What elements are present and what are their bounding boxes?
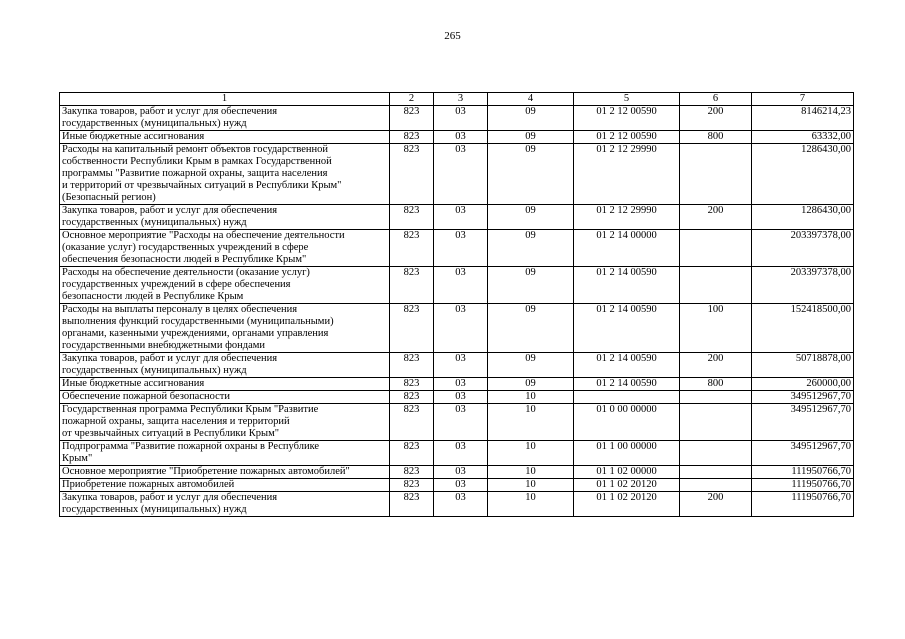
table-row — [60, 492, 854, 517]
row-amount: 203397378,00 — [752, 230, 854, 267]
table-row — [60, 230, 854, 267]
table-row — [60, 267, 854, 304]
row-amount: 1286430,00 — [752, 144, 854, 205]
table-body — [60, 106, 854, 517]
row-ministry-code: 823 — [390, 479, 434, 492]
row-name: Основное мероприятие "Расходы на обеспечение деятельности (оказание услуг) государственных учреждений в сфере обеспечения безопасности людей в Республике Крым" — [60, 230, 390, 267]
row-expense-type: 200 — [680, 353, 752, 378]
row-section: 03 — [434, 479, 488, 492]
row-expense-type — [680, 391, 752, 404]
row-section: 03 — [434, 106, 488, 131]
row-amount: 260000,00 — [752, 378, 854, 391]
row-subsection: 10 — [488, 391, 574, 404]
table-row — [60, 466, 854, 479]
row-ministry-code: 823 — [390, 466, 434, 479]
row-ministry-code: 823 — [390, 404, 434, 441]
column-header-5: 5 — [574, 93, 680, 106]
row-name: Государственная программа Республики Крым "Развитие пожарной охраны, защита населения и территорий от чрезвычайных ситуаций в Республики Крым" — [60, 404, 390, 441]
row-section: 03 — [434, 131, 488, 144]
row-section: 03 — [434, 404, 488, 441]
row-amount: 111950766,70 — [752, 492, 854, 517]
row-section: 03 — [434, 353, 488, 378]
row-name: Закупка товаров, работ и услуг для обеспечения государственных (муниципальных) нужд — [60, 106, 390, 131]
row-section: 03 — [434, 230, 488, 267]
row-target-article: 01 1 02 20120 — [574, 492, 680, 517]
column-header-2: 2 — [390, 93, 434, 106]
row-amount: 63332,00 — [752, 131, 854, 144]
row-section: 03 — [434, 391, 488, 404]
row-target-article: 01 2 14 00000 — [574, 230, 680, 267]
row-subsection: 09 — [488, 353, 574, 378]
row-target-article: 01 2 12 00590 — [574, 106, 680, 131]
row-target-article: 01 1 02 20120 — [574, 479, 680, 492]
row-subsection: 10 — [488, 441, 574, 466]
row-ministry-code: 823 — [390, 391, 434, 404]
row-name: Закупка товаров, работ и услуг для обеспечения государственных (муниципальных) нужд — [60, 353, 390, 378]
row-name: Закупка товаров, работ и услуг для обеспечения государственных (муниципальных) нужд — [60, 492, 390, 517]
row-target-article: 01 2 14 00590 — [574, 378, 680, 391]
row-subsection: 09 — [488, 378, 574, 391]
row-amount: 8146214,23 — [752, 106, 854, 131]
table-row — [60, 391, 854, 404]
table-row — [60, 353, 854, 378]
table-row — [60, 378, 854, 391]
row-name: Иные бюджетные ассигнования — [60, 131, 390, 144]
row-section: 03 — [434, 267, 488, 304]
row-amount: 349512967,70 — [752, 391, 854, 404]
row-ministry-code: 823 — [390, 131, 434, 144]
row-amount: 50718878,00 — [752, 353, 854, 378]
row-ministry-code: 823 — [390, 205, 434, 230]
row-subsection: 09 — [488, 106, 574, 131]
row-ministry-code: 823 — [390, 106, 434, 131]
table-row — [60, 205, 854, 230]
row-name: Закупка товаров, работ и услуг для обеспечения государственных (муниципальных) нужд — [60, 205, 390, 230]
row-expense-type — [680, 441, 752, 466]
row-amount: 349512967,70 — [752, 441, 854, 466]
row-target-article: 01 1 02 00000 — [574, 466, 680, 479]
row-expense-type — [680, 404, 752, 441]
row-name: Приобретение пожарных автомобилей — [60, 479, 390, 492]
row-section: 03 — [434, 378, 488, 391]
row-amount: 111950766,70 — [752, 479, 854, 492]
row-subsection: 10 — [488, 404, 574, 441]
row-section: 03 — [434, 304, 488, 353]
table-row — [60, 479, 854, 492]
row-subsection: 09 — [488, 267, 574, 304]
row-subsection: 10 — [488, 492, 574, 517]
row-target-article: 01 1 00 00000 — [574, 441, 680, 466]
row-target-article: 01 2 14 00590 — [574, 267, 680, 304]
row-subsection: 09 — [488, 131, 574, 144]
row-name: Расходы на обеспечение деятельности (оказание услуг) государственных учреждений в сфере обеспечения безопасности людей в Республике Крым — [60, 267, 390, 304]
row-amount: 152418500,00 — [752, 304, 854, 353]
row-target-article: 01 2 12 29990 — [574, 205, 680, 230]
row-amount: 203397378,00 — [752, 267, 854, 304]
row-target-article: 01 2 12 00590 — [574, 131, 680, 144]
row-expense-type — [680, 479, 752, 492]
row-expense-type: 200 — [680, 106, 752, 131]
row-subsection: 09 — [488, 304, 574, 353]
row-name: Расходы на выплаты персоналу в целях обеспечения выполнения функций государственными (муниципальными) органами, казенными учреждениями, органами управления государственными внебюджетными фондами — [60, 304, 390, 353]
row-subsection: 09 — [488, 230, 574, 267]
row-target-article — [574, 391, 680, 404]
row-amount: 1286430,00 — [752, 205, 854, 230]
row-name: Обеспечение пожарной безопасности — [60, 391, 390, 404]
page-number: 265 — [444, 30, 461, 42]
table-row — [60, 106, 854, 131]
row-name: Расходы на капитальный ремонт объектов государственной собственности Республики Крым в рамках Государственной программы "Развитие пожарной охраны, защита населения и территорий от чрезвычайных ситуаций в Республики Крым" (Безопасный регион) — [60, 144, 390, 205]
column-header-4: 4 — [488, 93, 574, 106]
column-header-6: 6 — [680, 93, 752, 106]
header-row — [60, 93, 854, 106]
row-target-article: 01 2 14 00590 — [574, 304, 680, 353]
budget-table — [59, 92, 854, 517]
row-name: Подпрограмма "Развитие пожарной охраны в Республике Крым" — [60, 441, 390, 466]
row-expense-type: 200 — [680, 492, 752, 517]
row-expense-type: 100 — [680, 304, 752, 353]
row-target-article: 01 2 12 29990 — [574, 144, 680, 205]
table-row — [60, 144, 854, 205]
row-expense-type — [680, 230, 752, 267]
row-expense-type — [680, 267, 752, 304]
column-header-3: 3 — [434, 93, 488, 106]
row-expense-type: 200 — [680, 205, 752, 230]
row-expense-type — [680, 144, 752, 205]
row-expense-type — [680, 466, 752, 479]
table-row — [60, 441, 854, 466]
row-amount: 111950766,70 — [752, 466, 854, 479]
column-header-1: 1 — [60, 93, 390, 106]
row-section: 03 — [434, 441, 488, 466]
row-section: 03 — [434, 205, 488, 230]
row-section: 03 — [434, 144, 488, 205]
row-subsection: 10 — [488, 466, 574, 479]
row-ministry-code: 823 — [390, 492, 434, 517]
row-subsection: 10 — [488, 479, 574, 492]
row-ministry-code: 823 — [390, 441, 434, 466]
row-name: Иные бюджетные ассигнования — [60, 378, 390, 391]
row-ministry-code: 823 — [390, 144, 434, 205]
row-section: 03 — [434, 466, 488, 479]
row-ministry-code: 823 — [390, 267, 434, 304]
row-ministry-code: 823 — [390, 378, 434, 391]
row-amount: 349512967,70 — [752, 404, 854, 441]
row-subsection: 09 — [488, 205, 574, 230]
row-target-article: 01 0 00 00000 — [574, 404, 680, 441]
row-ministry-code: 823 — [390, 353, 434, 378]
row-name: Основное мероприятие "Приобретение пожарных автомобилей" — [60, 466, 390, 479]
row-subsection: 09 — [488, 144, 574, 205]
row-target-article: 01 2 14 00590 — [574, 353, 680, 378]
row-ministry-code: 823 — [390, 230, 434, 267]
row-ministry-code: 823 — [390, 304, 434, 353]
row-expense-type: 800 — [680, 378, 752, 391]
table-row — [60, 304, 854, 353]
table-row — [60, 131, 854, 144]
row-section: 03 — [434, 492, 488, 517]
row-expense-type: 800 — [680, 131, 752, 144]
table-row — [60, 404, 854, 441]
column-header-7: 7 — [752, 93, 854, 106]
